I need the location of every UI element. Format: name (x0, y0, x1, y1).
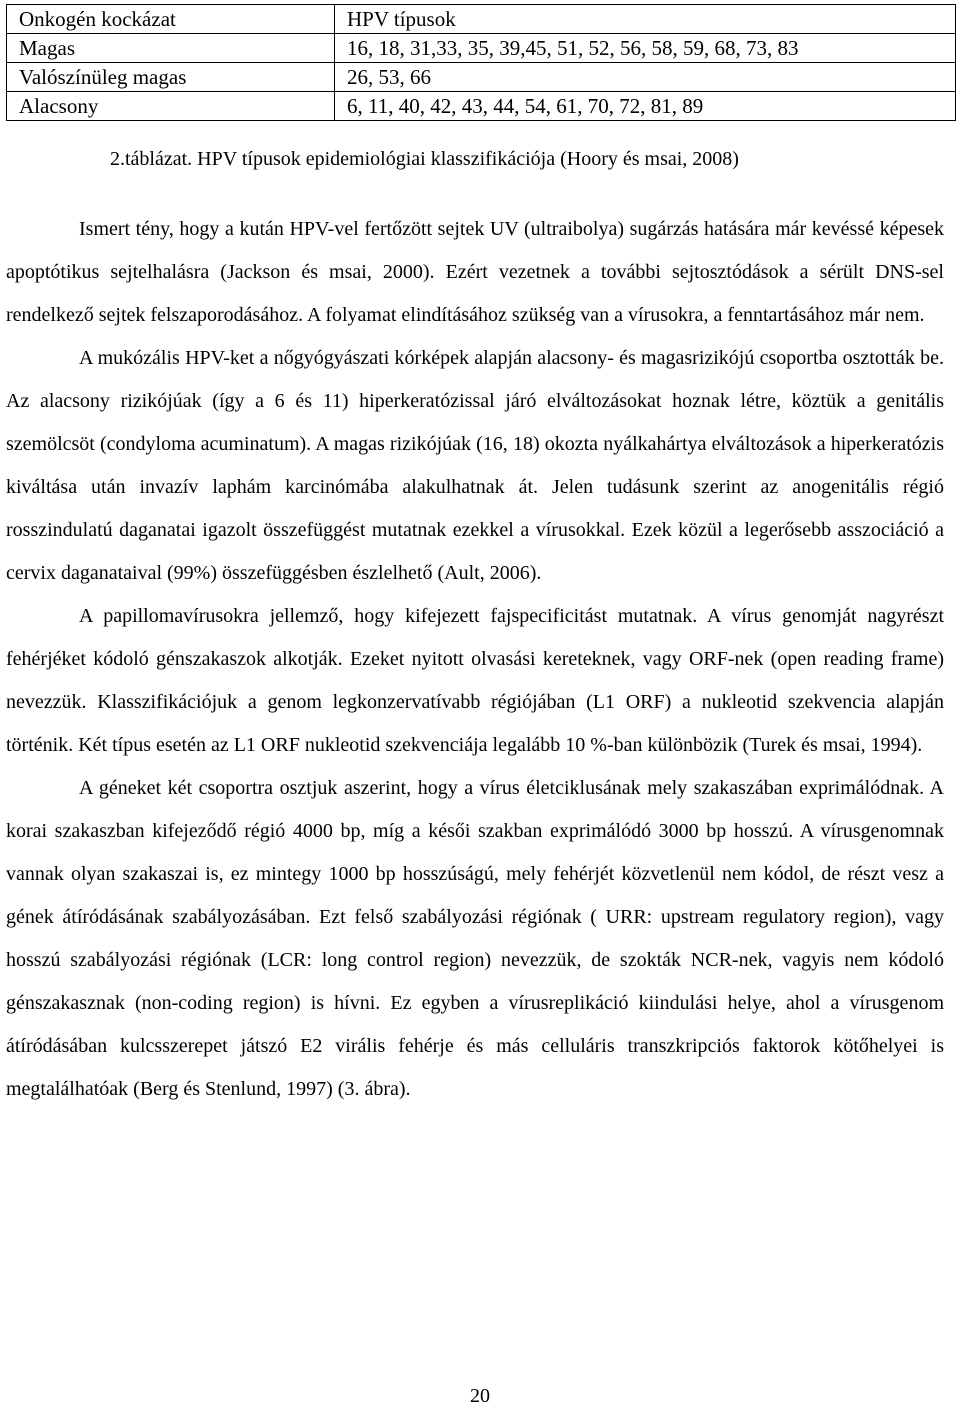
paragraph: A géneket két csoportra osztjuk aszerint, hogy a vírus életciklusának mely szakaszában exprimálódnak. A korai szakaszban kifejeződő régió 4000 bp, míg a késői szakban exprimálódó 3000 bp hosszú. A vírusgenomnak vannak olyan szakaszai is, ez mintegy 1000 bp hosszúságú, mely fehérjét közvetlenül nem kódol, de részt vesz a gének átíródásának szabályozásában. Ezt felső szabályozási régiónak ( URR: upstream regulatory region), vagy hosszú szabályozási régiónak (LCR: long control region) nevezzük, de szokták NCR-nek, vagyis nem kódoló génszakasznak (non-coding region) is hívni. Ez egyben a vírusreplikáció kiindulási helye, ahol a vírusgenom átíródásában kulcsszerepet játszó E2 virális fehérje és más celluláris transzkripciós faktorok kötőhelyei is megtalálhatóak (Berg és Stenlund, 1997) (3. ábra). (6, 777, 944, 1100)
table-row (7, 92, 956, 121)
table-caption: 2.táblázat. HPV típusok epidemiológiai klasszifikációja (Hoory és msai, 2008) (110, 148, 739, 170)
table-cell-types: 16, 18, 31,33, 35, 39,45, 51, 52, 56, 58, 59, 68, 73, 83 (335, 34, 956, 63)
table-header-row (7, 5, 956, 34)
table-cell-types: 6, 11, 40, 42, 43, 44, 54, 61, 70, 72, 81, 89 (335, 92, 956, 121)
page-number: 20 (470, 1385, 490, 1407)
table-cell-risk: Magas (7, 34, 335, 63)
table-cell-risk: Alacsony (7, 92, 335, 121)
body-text (6, 208, 944, 1111)
hpv-risk-table (6, 4, 956, 121)
table-row (7, 63, 956, 92)
table-cell-types: 26, 53, 66 (335, 63, 956, 92)
table-header-cell: HPV típusok (335, 5, 956, 34)
table-header-cell: Onkogén kockázat (7, 5, 335, 34)
paragraph: A mukózális HPV-ket a nőgyógyászati kórképek alapján alacsony- és magasrizikójú csoportba osztották be. Az alacsony rizikójúak (így a 6 és 11) hiperkeratózissal járó elváltozásokat hoznak létre, köztük a genitális szemölcsöt (condyloma acuminatum). A magas rizikójúak (16, 18) okozta nyálkahártya elváltozások a hiperkeratózis kiváltása után invazív laphám karcinómába alakulhatnak át. Jelen tudásunk szerint az anogenitális régió rosszindulatú daganatai igazolt összefüggést mutatnak ezekkel a vírusokkal. Ezek közül a legerősebb asszociáció a cervix daganataival (99%) összefüggésben észlelhető (Ault, 2006). (6, 347, 944, 584)
table-row (7, 34, 956, 63)
paragraph: Ismert tény, hogy a kután HPV-vel fertőzött sejtek UV (ultraibolya) sugárzás hatására már kevéssé képesek apoptótikus sejtelhalásra (Jackson és msai, 2000). Ezért vezetnek a további sejtosztódások a sérült DNS-sel rendelkező sejtek felszaporodásához. A folyamat elindításához szükség van a vírusokra, a fenntartásához már nem. (6, 218, 944, 326)
paragraph: A papillomavírusokra jellemző, hogy kifejezett fajspecificitást mutatnak. A vírus genomját nagyrészt fehérjéket kódoló génszakaszok alkotják. Ezeket nyitott olvasási kereteknek, vagy ORF-nek (open reading frame) nevezzük. Klasszifikációjuk a genom legkonzervatívabb régiójában (L1 ORF) a nukleotid szekvencia alapján történik. Két típus esetén az L1 ORF nukleotid szekvenciája legalább 10 %-ban különbözik (Turek és msai, 1994). (6, 605, 944, 756)
table-cell-risk: Valószínüleg magas (7, 63, 335, 92)
